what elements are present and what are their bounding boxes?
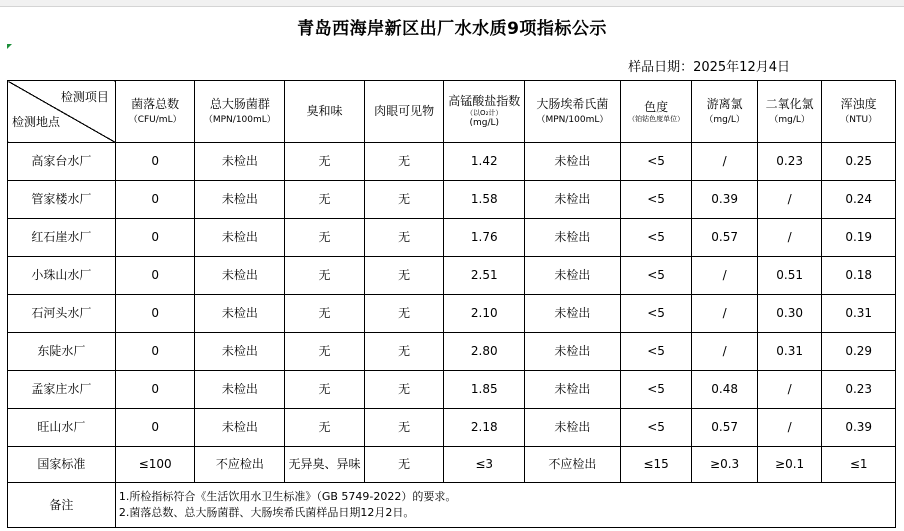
value-cell: 未检出 bbox=[525, 409, 621, 447]
site-name-cell: 石河头水厂 bbox=[8, 295, 116, 333]
value-cell: <5 bbox=[620, 181, 692, 219]
value-cell: 未检出 bbox=[195, 295, 285, 333]
table-row bbox=[8, 409, 896, 447]
value-cell: <5 bbox=[620, 219, 692, 257]
header-cell: 二氧化氯 （mg/L） bbox=[757, 81, 822, 143]
value-cell: <5 bbox=[620, 143, 692, 181]
cell-comment-indicator bbox=[7, 44, 12, 49]
value-cell: 0.29 bbox=[822, 333, 896, 371]
header-cell: 肉眼可见物 bbox=[364, 81, 444, 143]
standard-cell: 无异臭、异味 bbox=[285, 447, 365, 483]
value-cell: 未检出 bbox=[525, 371, 621, 409]
value-cell: 无 bbox=[364, 409, 444, 447]
corner-label-items: 检测项目 bbox=[60, 90, 109, 104]
standard-cell: ≤1 bbox=[822, 447, 896, 483]
value-cell: 未检出 bbox=[195, 409, 285, 447]
value-cell: 无 bbox=[364, 181, 444, 219]
value-cell: 0 bbox=[115, 333, 195, 371]
value-cell: 0.39 bbox=[822, 409, 896, 447]
note-line-2: 2.菌落总数、总大肠菌群、大肠埃希氏菌样品日期12月2日。 bbox=[118, 506, 415, 519]
value-cell: 0 bbox=[115, 257, 195, 295]
table-row bbox=[8, 333, 896, 371]
value-cell: 0.25 bbox=[822, 143, 896, 181]
value-cell: <5 bbox=[620, 257, 692, 295]
table-row bbox=[8, 143, 896, 181]
value-cell: 0 bbox=[115, 295, 195, 333]
standard-cell: 不应检出 bbox=[525, 447, 621, 483]
value-cell: 无 bbox=[285, 219, 365, 257]
value-cell: 1.42 bbox=[444, 143, 525, 181]
standard-cell: ≤3 bbox=[444, 447, 525, 483]
value-cell: 1.85 bbox=[444, 371, 525, 409]
value-cell: 未检出 bbox=[195, 371, 285, 409]
site-name-cell: 高家台水厂 bbox=[8, 143, 116, 181]
value-cell: 未检出 bbox=[525, 143, 621, 181]
table-row bbox=[8, 371, 896, 409]
value-cell: 0.24 bbox=[822, 181, 896, 219]
value-cell: 无 bbox=[285, 371, 365, 409]
value-cell: <5 bbox=[620, 333, 692, 371]
value-cell: / bbox=[757, 181, 822, 219]
standard-cell: ≥0.1 bbox=[757, 447, 822, 483]
notes-row bbox=[8, 483, 896, 528]
value-cell: 0.31 bbox=[757, 333, 822, 371]
site-name-cell: 旺山水厂 bbox=[8, 409, 116, 447]
value-cell: 未检出 bbox=[195, 181, 285, 219]
value-cell: / bbox=[757, 409, 822, 447]
standard-cell: ≤15 bbox=[620, 447, 692, 483]
value-cell: <5 bbox=[620, 295, 692, 333]
value-cell: 0.30 bbox=[757, 295, 822, 333]
table-row bbox=[8, 295, 896, 333]
standard-cell: ≥0.3 bbox=[692, 447, 758, 483]
value-cell: 2.80 bbox=[444, 333, 525, 371]
site-name-cell: 小珠山水厂 bbox=[8, 257, 116, 295]
header-cell: 菌落总数 （CFU/mL） bbox=[115, 81, 195, 143]
value-cell: 0.57 bbox=[692, 409, 758, 447]
value-cell: 0.19 bbox=[822, 219, 896, 257]
header-row bbox=[8, 81, 896, 143]
value-cell: 未检出 bbox=[195, 333, 285, 371]
header-cell: 色度 （铂钴色度单位） bbox=[620, 81, 692, 143]
header-cell: 大肠埃希氏菌 （MPN/100mL） bbox=[525, 81, 621, 143]
value-cell: 未检出 bbox=[525, 257, 621, 295]
value-cell: 0.39 bbox=[692, 181, 758, 219]
value-cell: 0 bbox=[115, 219, 195, 257]
header-cell: 浑浊度 （NTU） bbox=[822, 81, 896, 143]
standard-cell: 无 bbox=[364, 447, 444, 483]
value-cell: 1.76 bbox=[444, 219, 525, 257]
sample-date: 样品日期：2025年12月4日 bbox=[628, 60, 790, 75]
header-cell: 高锰酸盐指数 （以O₂计） (mg/L) bbox=[444, 81, 525, 143]
header-cell: 游离氯 （mg/L） bbox=[692, 81, 758, 143]
value-cell: 0.57 bbox=[692, 219, 758, 257]
value-cell: 未检出 bbox=[525, 219, 621, 257]
value-cell: / bbox=[692, 295, 758, 333]
value-cell: 0.51 bbox=[757, 257, 822, 295]
value-cell: 无 bbox=[285, 181, 365, 219]
header-cell: 总大肠菌群 （MPN/100mL） bbox=[195, 81, 285, 143]
value-cell: 0.31 bbox=[822, 295, 896, 333]
value-cell: 无 bbox=[364, 333, 444, 371]
value-cell: / bbox=[692, 143, 758, 181]
value-cell: / bbox=[757, 219, 822, 257]
value-cell: 无 bbox=[285, 333, 365, 371]
value-cell: 2.18 bbox=[444, 409, 525, 447]
national-standard-row bbox=[8, 447, 896, 483]
site-name-cell: 管家楼水厂 bbox=[8, 181, 116, 219]
value-cell: 无 bbox=[285, 295, 365, 333]
corner-header-cell bbox=[8, 81, 116, 143]
notes-label: 备注 bbox=[8, 483, 116, 528]
value-cell: 0 bbox=[115, 143, 195, 181]
value-cell: 无 bbox=[285, 143, 365, 181]
value-cell: 0 bbox=[115, 181, 195, 219]
value-cell: 无 bbox=[285, 257, 365, 295]
value-cell: / bbox=[692, 333, 758, 371]
value-cell: 2.51 bbox=[444, 257, 525, 295]
value-cell: 1.58 bbox=[444, 181, 525, 219]
table-row bbox=[8, 219, 896, 257]
header-cell: 臭和味 bbox=[285, 81, 365, 143]
note-line-1: 1.所检指标符合《生活饮用水卫生标准》（GB 5749-2022）的要求。 bbox=[118, 490, 457, 504]
site-name-cell: 孟家庄水厂 bbox=[8, 371, 116, 409]
value-cell: 未检出 bbox=[525, 333, 621, 371]
value-cell: 2.10 bbox=[444, 295, 525, 333]
corner-label-sites: 检测地点 bbox=[12, 115, 61, 129]
value-cell: / bbox=[757, 371, 822, 409]
value-cell: 无 bbox=[364, 295, 444, 333]
value-cell: 无 bbox=[364, 371, 444, 409]
value-cell: 0.18 bbox=[822, 257, 896, 295]
value-cell: 0 bbox=[115, 371, 195, 409]
table-row bbox=[8, 181, 896, 219]
site-name-cell: 东陡水厂 bbox=[8, 333, 116, 371]
value-cell: 未检出 bbox=[525, 295, 621, 333]
value-cell: 无 bbox=[364, 219, 444, 257]
value-cell: 未检出 bbox=[525, 181, 621, 219]
value-cell: 无 bbox=[364, 143, 444, 181]
value-cell: 未检出 bbox=[195, 219, 285, 257]
value-cell: 无 bbox=[285, 409, 365, 447]
value-cell: 0.48 bbox=[692, 371, 758, 409]
standard-label: 国家标准 bbox=[8, 447, 116, 483]
spreadsheet-column-header-strip bbox=[0, 0, 904, 7]
water-quality-table bbox=[7, 80, 896, 528]
page-title: 青岛西海岸新区出厂水水质9项指标公示 bbox=[297, 19, 607, 39]
standard-cell: ≤100 bbox=[115, 447, 195, 483]
notes-content bbox=[115, 483, 895, 528]
value-cell: 0.23 bbox=[822, 371, 896, 409]
value-cell: / bbox=[692, 257, 758, 295]
value-cell: 未检出 bbox=[195, 143, 285, 181]
standard-cell: 不应检出 bbox=[195, 447, 285, 483]
value-cell: 0.23 bbox=[757, 143, 822, 181]
site-name-cell: 红石崖水厂 bbox=[8, 219, 116, 257]
table-row bbox=[8, 257, 896, 295]
value-cell: 无 bbox=[364, 257, 444, 295]
value-cell: <5 bbox=[620, 409, 692, 447]
value-cell: 0 bbox=[115, 409, 195, 447]
value-cell: 未检出 bbox=[195, 257, 285, 295]
value-cell: <5 bbox=[620, 371, 692, 409]
